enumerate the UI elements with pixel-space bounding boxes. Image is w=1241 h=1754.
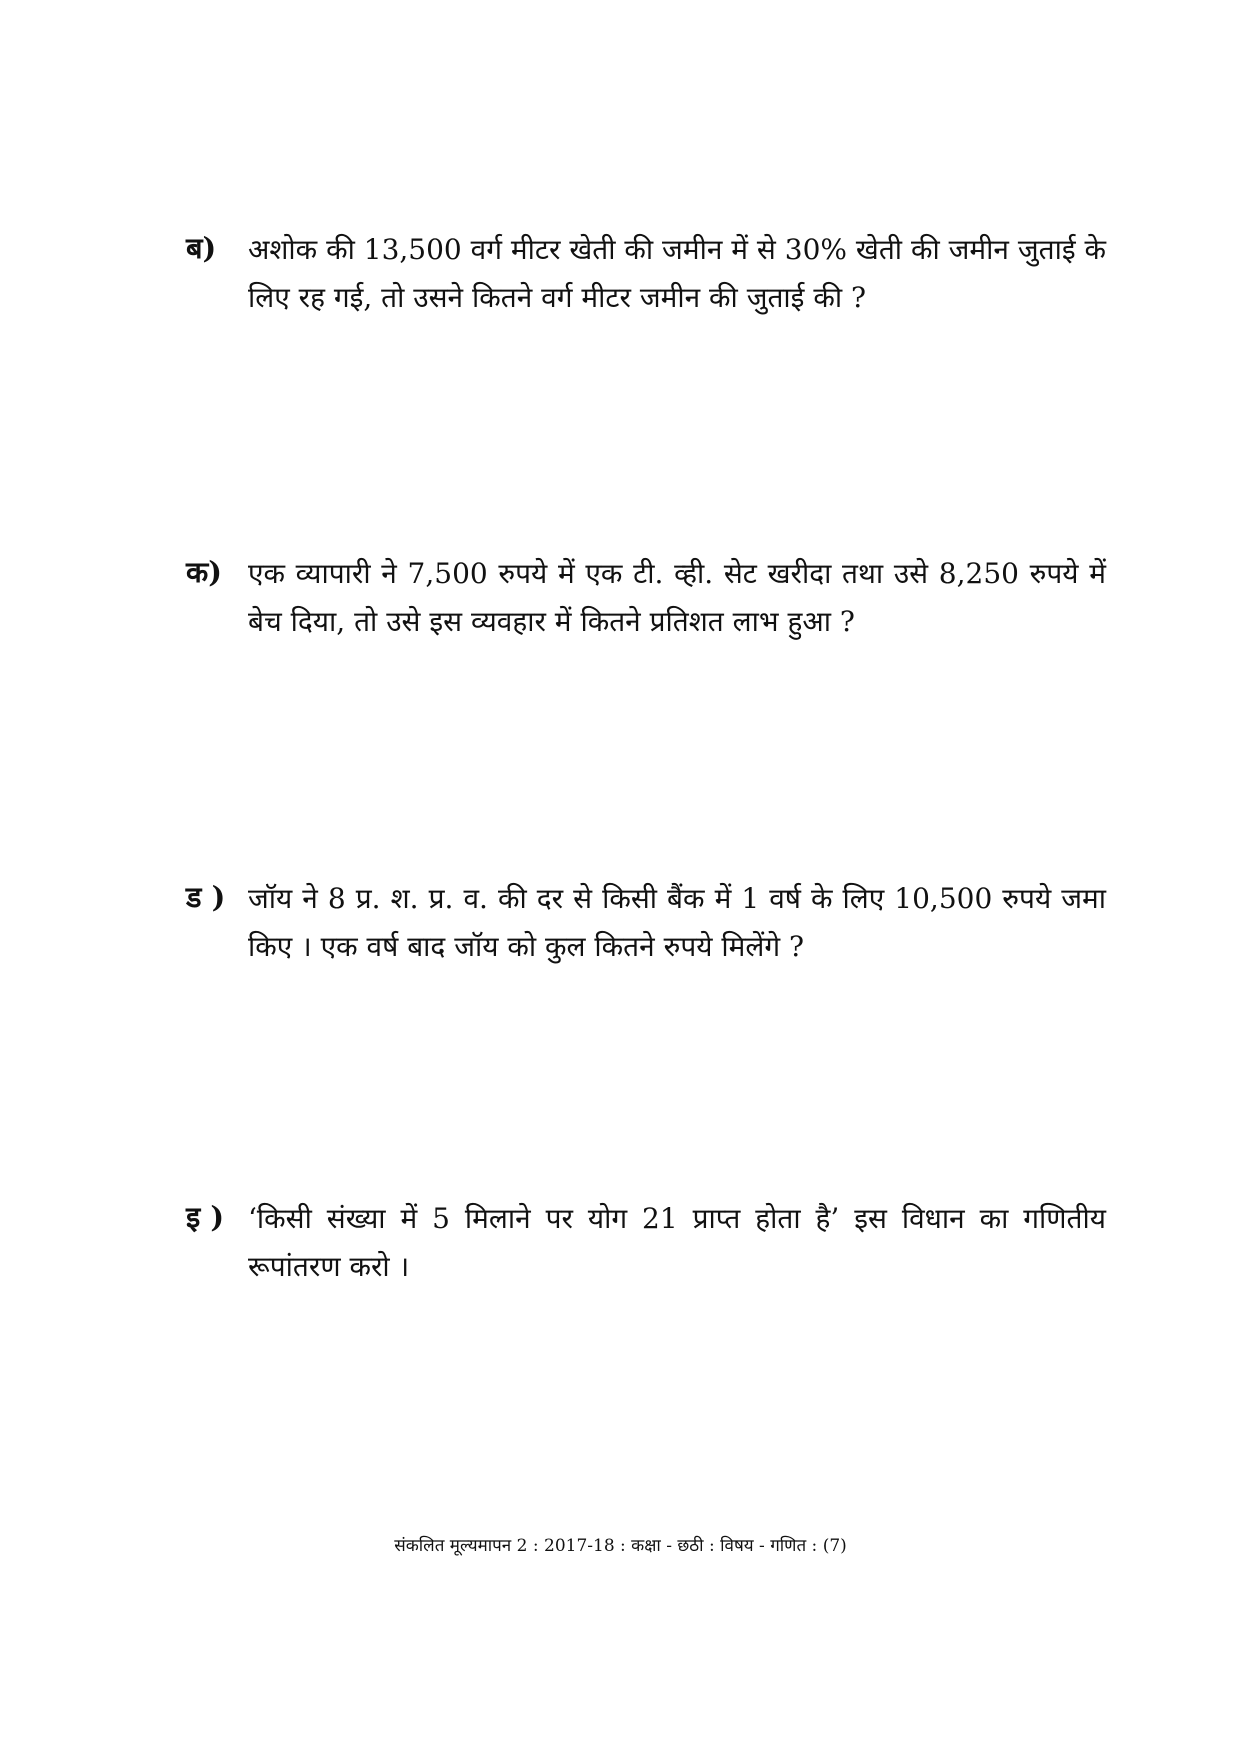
question-text: जॉय ने 8 प्र. श. प्र. व. की दर से किसी बैंक में 1 वर्ष के लिए 10,500 रुपये जमा किए । एक वर्ष बाद जॉय को कुल कितने रुपये मिलेंगे ? — [248, 882, 1106, 963]
question-text: ‘किसी संख्या में 5 मिलाने पर योग 21 प्राप्त होता है’ इस विधान का गणितीय रूपांतरण करो । — [248, 1202, 1106, 1283]
page-footer: संकलित मूल्यमापन 2 : 2017-18 : कक्षा - छठी : विषय - गणित : (7) — [394, 1536, 847, 1556]
question-i — [186, 1195, 1106, 1291]
question-da — [186, 875, 1106, 971]
question-ka — [186, 550, 1106, 646]
question-label: क) — [186, 555, 222, 589]
question-text: अशोक की 13,500 वर्ग मीटर खेती की जमीन में से 30% खेती की जमीन जुताई के लिए रह गई, तो उसने कितने वर्ग मीटर जमीन की जुताई की ? — [248, 233, 1106, 314]
question-label: ड ) — [186, 880, 226, 914]
question-text: एक व्यापारी ने 7,500 रुपये में एक टी. व्ही. सेट खरीदा तथा उसे 8,250 रुपये में बेच दिया, तो उसे इस व्यवहार में कितने प्रतिशत लाभ हुआ ? — [248, 557, 1106, 638]
question-label: इ ) — [186, 1200, 225, 1234]
question-b — [186, 226, 1106, 322]
question-label: ब) — [186, 231, 217, 265]
